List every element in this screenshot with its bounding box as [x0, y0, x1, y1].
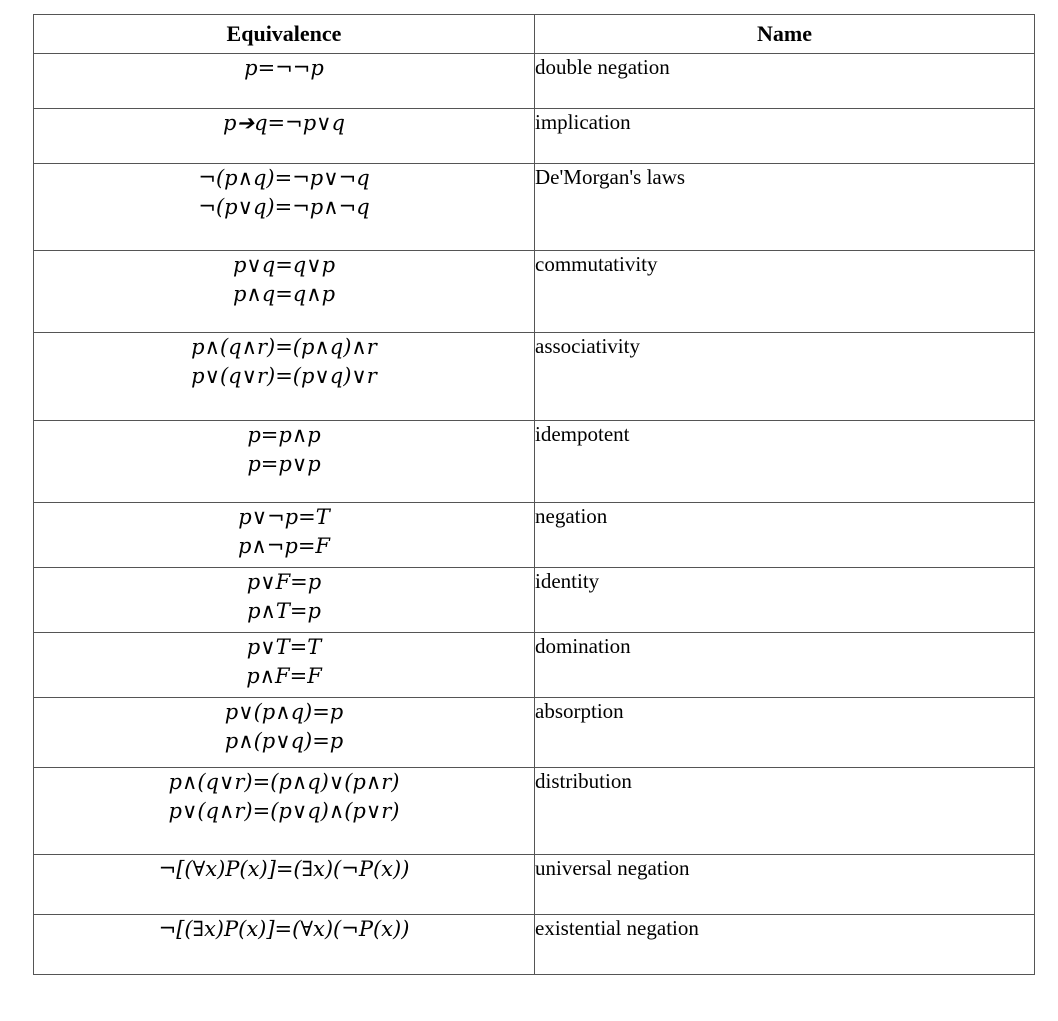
formula-line: p=p∨p — [247, 452, 321, 476]
law-name: negation — [535, 503, 1035, 568]
law-name: distribution — [535, 768, 1035, 855]
law-name: double negation — [535, 54, 1035, 109]
law-name: universal negation — [535, 855, 1035, 915]
formula-line: p∧T=p — [247, 599, 321, 623]
formula-line: p∧¬p=F — [237, 534, 331, 558]
formula-line: p∧F=F — [246, 664, 322, 688]
equivalence-cell — [34, 164, 535, 251]
table-row — [34, 915, 1035, 975]
law-name: commutativity — [535, 251, 1035, 333]
formula-line: p∧(p∨q)=p — [224, 729, 344, 753]
equivalence-table — [33, 14, 1035, 975]
equivalence-cell — [34, 855, 535, 915]
equivalence-cell — [34, 915, 535, 975]
law-name: domination — [535, 633, 1035, 698]
equivalence-cell — [34, 568, 535, 633]
table-row — [34, 633, 1035, 698]
equivalence-column-header: Equivalence — [34, 15, 535, 54]
table-row — [34, 164, 1035, 251]
formula-line: p∨T=T — [246, 635, 322, 659]
equivalence-cell — [34, 421, 535, 503]
table-row — [34, 54, 1035, 109]
law-name: De'Morgan's laws — [535, 164, 1035, 251]
law-name: existential negation — [535, 915, 1035, 975]
formula-line: p=p∧p — [247, 423, 321, 447]
equivalence-cell — [34, 333, 535, 421]
formula-line: p∨(q∧r)=(p∨q)∧(p∨r) — [168, 799, 400, 823]
formula-line: ¬[(∀x)P(x)]=(∃x)(¬P(x)) — [158, 857, 410, 881]
equivalence-cell — [34, 698, 535, 768]
formula-line: p∧(q∨r)=(p∧q)∨(p∧r) — [168, 770, 400, 794]
table-row — [34, 768, 1035, 855]
table-row — [34, 333, 1035, 421]
header-row — [34, 15, 1035, 54]
table-row — [34, 568, 1035, 633]
table-row — [34, 855, 1035, 915]
table-row — [34, 109, 1035, 164]
equivalence-cell — [34, 109, 535, 164]
equivalence-cell — [34, 54, 535, 109]
law-name: absorption — [535, 698, 1035, 768]
formula-line: p∧q=q∧p — [232, 282, 336, 306]
law-name: implication — [535, 109, 1035, 164]
formula-line: ¬(p∨q)=¬p∧¬q — [198, 195, 370, 219]
formula-line: p∨q=q∨p — [232, 253, 336, 277]
law-name: identity — [535, 568, 1035, 633]
name-column-header: Name — [535, 15, 1035, 54]
table-row — [34, 421, 1035, 503]
formula-line: p∧(q∧r)=(p∧q)∧r — [191, 335, 377, 359]
table-row — [34, 251, 1035, 333]
equivalence-cell — [34, 251, 535, 333]
table-row — [34, 698, 1035, 768]
formula-line: p=¬¬p — [244, 56, 324, 80]
formula-line: ¬[(∃x)P(x)]=(∀x)(¬P(x)) — [158, 917, 410, 941]
equivalence-cell — [34, 503, 535, 568]
formula-line: p∨(q∨r)=(p∨q)∨r — [191, 364, 377, 388]
equivalence-cell — [34, 768, 535, 855]
law-name: associativity — [535, 333, 1035, 421]
formula-line: p∨¬p=T — [238, 505, 330, 529]
formula-line: p➔q=¬p∨q — [223, 111, 345, 135]
equivalence-cell — [34, 633, 535, 698]
formula-line: ¬(p∧q)=¬p∨¬q — [198, 166, 370, 190]
table-row — [34, 503, 1035, 568]
formula-line: p∨F=p — [246, 570, 322, 594]
formula-line: p∨(p∧q)=p — [224, 700, 344, 724]
law-name: idempotent — [535, 421, 1035, 503]
